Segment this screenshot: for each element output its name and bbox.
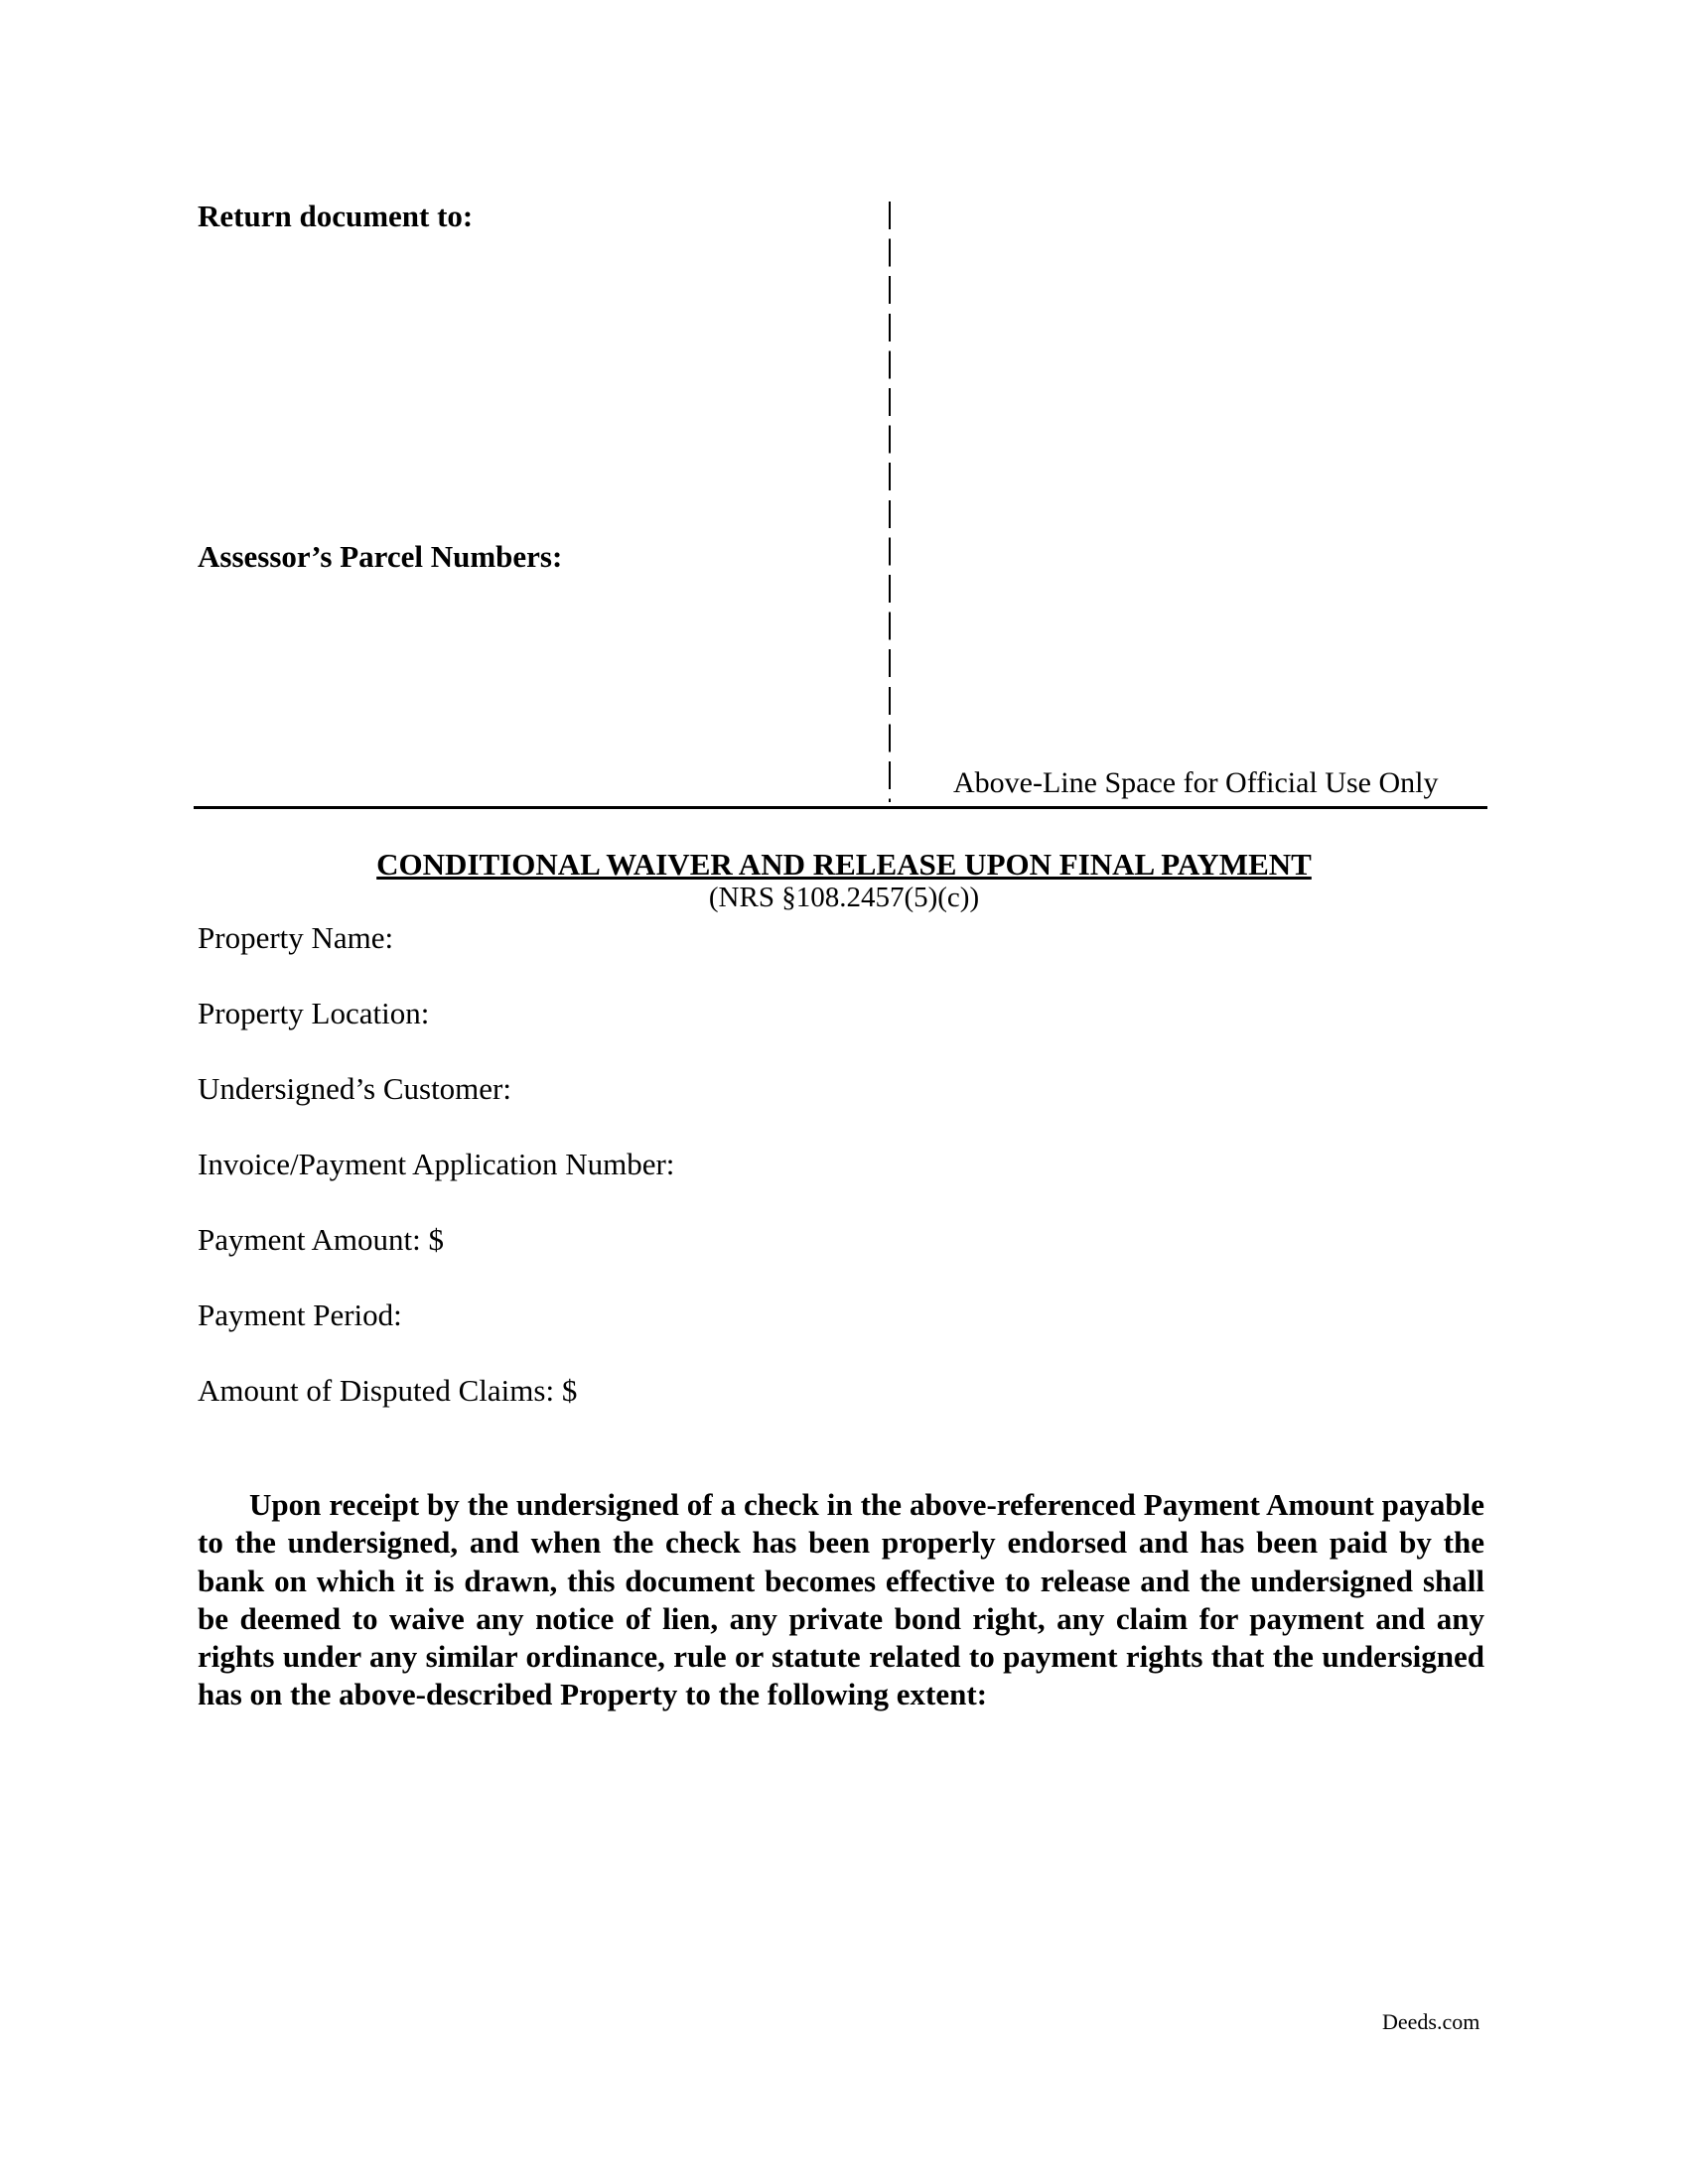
release-paragraph: Upon receipt by the undersigned of a check in the above-referenced Payment Amount payable to the undersigned, and when the check has been properly endorsed and has been paid by the bank on which it is drawn, this document becomes effective to release and the undersigned shall be deemed to waive any notice of lien, any private bond right, any claim for payment and any rights under any similar ordinance, rule or statute related to payment rights that the undersigned has on the above-described Property to the following extent: — [198, 1487, 1484, 1712]
return-document-label: Return document to: — [198, 199, 474, 233]
footer-brand: Deeds.com — [1382, 2009, 1480, 2034]
field-undersigned-customer: Undersigned’s Customer: — [198, 1071, 511, 1106]
parcel-numbers-label: Assessor’s Parcel Numbers: — [198, 539, 563, 574]
field-property-name: Property Name: — [198, 920, 394, 955]
header-rule — [194, 806, 1487, 809]
official-use-note: Above-Line Space for Official Use Only — [953, 766, 1439, 799]
statute-reference: (NRS §108.2457(5)(c)) — [708, 882, 980, 913]
field-payment-period: Payment Period: — [198, 1297, 402, 1332]
field-property-location: Property Location: — [198, 996, 430, 1030]
official-use-divider — [889, 202, 891, 802]
field-disputed-claims: Amount of Disputed Claims: $ — [198, 1373, 578, 1408]
field-invoice-number: Invoice/Payment Application Number: — [198, 1147, 675, 1181]
field-payment-amount: Payment Amount: $ — [198, 1222, 444, 1257]
recording-header — [198, 0, 883, 794]
document-title: CONDITIONAL WAIVER AND RELEASE UPON FINAL PAYMENT — [376, 847, 1312, 882]
property-fields — [198, 918, 674, 1446]
